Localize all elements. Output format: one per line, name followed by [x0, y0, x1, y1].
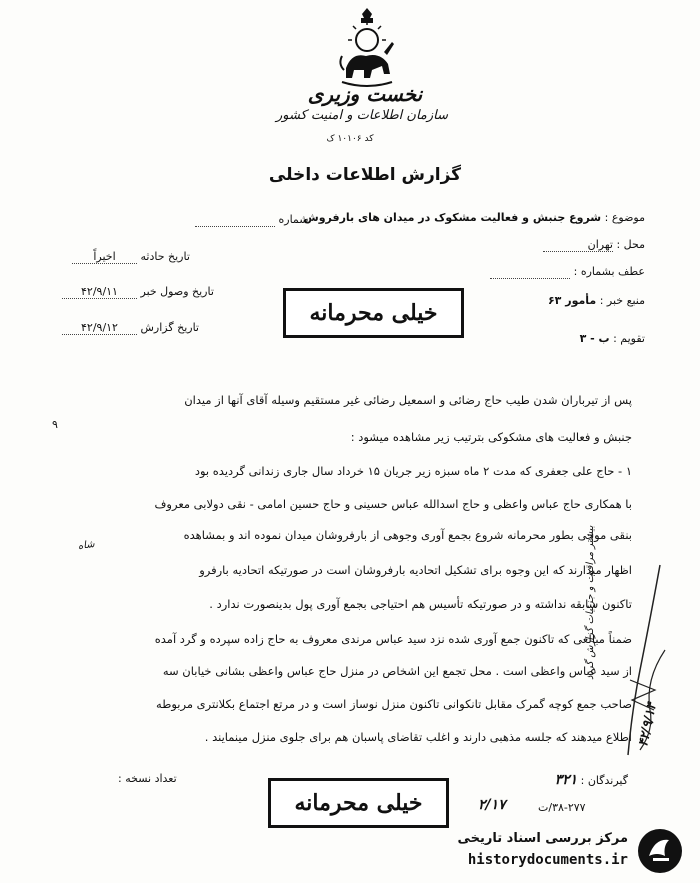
meta-evaluation: تقویم : ب - ۳: [579, 332, 645, 345]
body-line: صاحب جمع کوچه گمرک مقابل تانکوانی تاکنون منزل نوساز است و در مرتع اجتماع بکلانتری مربوطه: [156, 697, 632, 711]
signature-scribble-icon: [610, 560, 670, 760]
report-date-label: تاریخ گزارش: [140, 321, 199, 334]
body-line: از سید عباس واعظی است . محل تجمع این اشخاص در منزل حاج عباس واعظی بشانی خیابان سه: [162, 664, 632, 678]
org-name-secondary: سازمان اطلاعات و امنیت کشور: [275, 108, 449, 123]
receipt-date-value: ۴۲/۹/۱۱: [81, 285, 118, 298]
lion-and-sun-emblem-icon: [332, 8, 402, 88]
meta-subject: موضوع : شروع جنبش و فعالیت مشکوک در میدان های بارفروش: [303, 211, 645, 224]
number-label: شماره: [278, 213, 309, 226]
receipt-date-label: تاریخ وصول خبر: [140, 285, 214, 298]
page-mark: ۹: [52, 418, 58, 431]
meta-source: منبع خبر : مأمور ۶۳: [547, 294, 645, 307]
meta-receipt-date: [62, 285, 214, 299]
subject-label: موضوع: [611, 211, 645, 224]
place-label: محل: [623, 238, 645, 251]
incident-date-label: تاریخ حادثه: [140, 250, 190, 263]
body-line: پس از تیرباران شدن طیب حاج رضائی و اسمعیل رضائی غیر مستقیم وسیله آقای آنها از میدان: [184, 393, 632, 407]
watermark-org: مرکز بررسی اسناد تاریخی: [457, 831, 628, 846]
copies-row: [118, 772, 177, 785]
org-name-primary: نخست وزیری: [307, 82, 423, 106]
recipients-value: ۳۲۱: [554, 772, 578, 788]
meta-incident-date: [72, 250, 190, 264]
handwritten-ref: ۲/۱۷: [478, 797, 506, 813]
place-value: تهران: [587, 238, 613, 251]
body-line: اطلاع میدهند که جلسه مذهبی دارند و اغلب تقاضای پاسبان هم برای جلوی منزل مینمایند .: [204, 730, 632, 744]
body-line: تاکنون سابقه نداشته و در صورتیکه تأسیس هم احتیاجی بجمع آوری پول بدینصورت ندارد .: [209, 597, 632, 611]
history-documents-logo-icon: [635, 826, 685, 876]
body-line: جنبش و فعالیت های مشکوکی بترتیب زیر مشاهده میشود :: [350, 430, 632, 444]
meta-place: محل : تهران: [543, 238, 645, 252]
recipients-row: [555, 772, 628, 788]
copies-label: تعداد نسخه :: [118, 772, 177, 785]
recipients-label: گیرندگان :: [580, 774, 628, 787]
evaluation-label: تقویم: [620, 332, 645, 345]
source-label: منبع خبر: [606, 294, 645, 307]
evaluation-value: ب - ۳: [579, 332, 610, 345]
body-line: با همکاری حاج عباس واعظی و حاج اسدالله عباس حسینی و حاج حسین امامی - نقی دولابی معروف: [154, 497, 632, 511]
regarding-label: عطف بشماره: [580, 265, 645, 278]
subject-value: شروع جنبش و فعالیت مشکوک در میدان های بارفروش: [303, 211, 602, 224]
body-line: ضمناً مبالغی که تاکنون جمع آوری شده نزد سید عباس مرندی معروف به حاج زاده سپرده و گرد آمده: [154, 632, 632, 646]
body-line: ۱ - حاج علی جعفری که مدت ۲ ماه سبزه زیر جریان ۱۵ خرداد سال جاری زندانی گردیده بود: [194, 464, 632, 478]
meta-number: [195, 213, 309, 227]
handwritten-annotation: شاه: [77, 538, 96, 553]
meta-report-date: [62, 321, 199, 335]
watermark-url: historydocuments.ir: [467, 852, 628, 868]
source-value: مأمور ۶۳: [547, 294, 597, 307]
file-reference: ۳۸-۲۷۷/ت: [538, 801, 586, 814]
margin-handwritten-date: ۴۲/۹/۱۴: [636, 701, 660, 749]
classification-stamp-bottom: خیلی محرمانه: [268, 778, 449, 828]
meta-regarding: عطف بشماره :: [490, 265, 645, 279]
report-title: گزارش اطلاعات داخلی: [268, 165, 462, 185]
report-date-value: ۴۲/۹/۱۲: [81, 321, 118, 334]
margin-handwritten-note: بیشتر مراقبت و جزئیات گزارش گردد: [585, 525, 596, 680]
classification-stamp-top: خیلی محرمانه: [283, 288, 464, 338]
body-line: بنقی موچی بطور محرمانه شروع بجمع آوری وجوهی از بارفروشان میدان نموده اند و بمشاهده: [183, 528, 632, 542]
body-line: اظهار میدارند که این وجوه برای تشکیل اتحادیه بارفروشان است در صورتیکه اتحادیه بارفرو: [199, 563, 632, 577]
form-code: کد ۱۰۱۰۶ ک: [326, 134, 374, 144]
incident-date-value: اخیراً: [93, 250, 116, 263]
